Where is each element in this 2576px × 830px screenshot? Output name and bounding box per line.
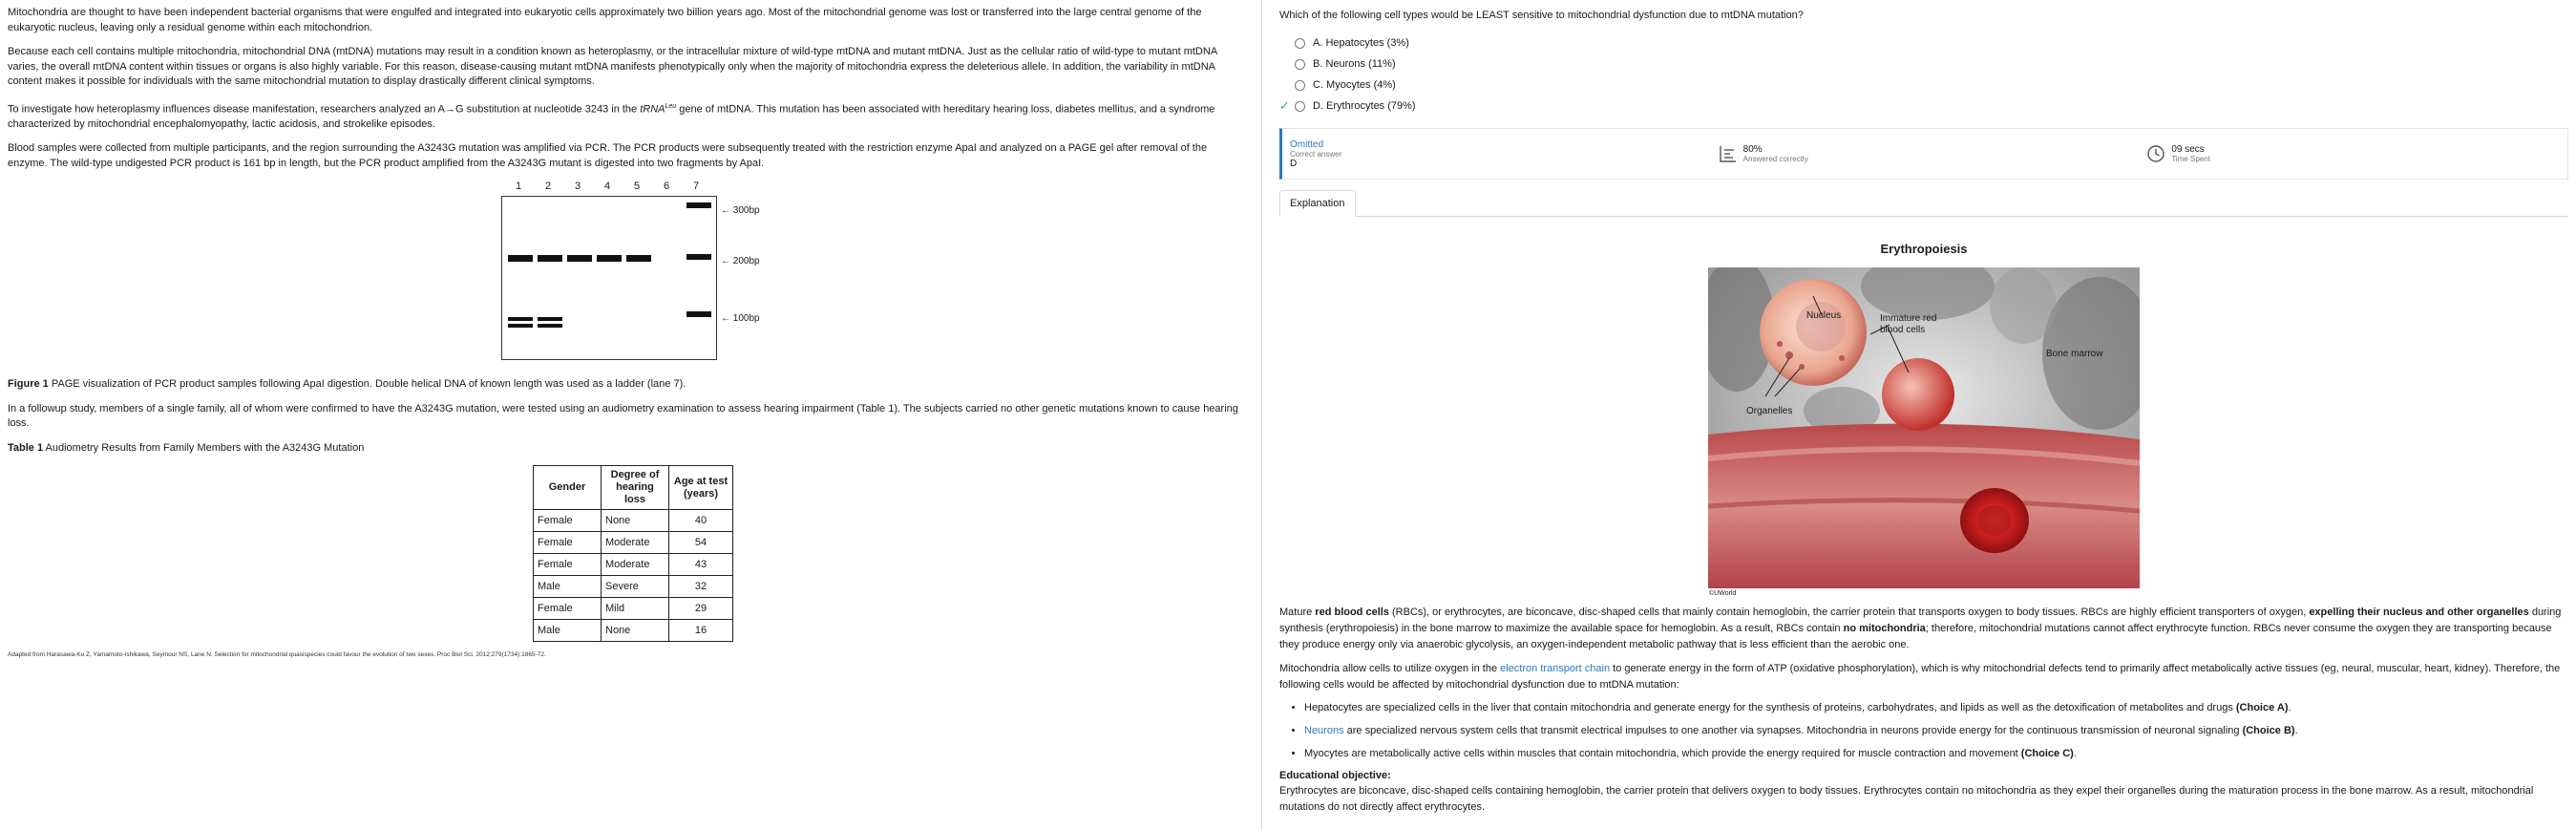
educational-objective-text: Erythrocytes are biconcave, disc-shaped cells containing hemoglobin, the carrier protein that delivers oxygen to body tissues. Erythrocytes contain no mitochondria as they expel their organelles during the maturation process in the bone marrow. As a result, mitochondrial mutations do not directly affect erythrocytes. [1279, 785, 2534, 813]
radio-icon[interactable] [1295, 59, 1305, 70]
gel-band [508, 317, 533, 321]
table-row: Female None 40 [534, 510, 733, 532]
table-row: Male None 16 [534, 620, 733, 642]
gel-box [501, 196, 717, 360]
image-credit: ©UWorld [1709, 590, 1737, 597]
marker-label: ← 200bp [721, 256, 760, 267]
passage-paragraph-2: Because each cell contains multiple mitochondria, mitochondrial DNA (mtDNA) mutations may result in a condition known as heteroplasmy, or the intracellular mixture of wild-type mtDNA and mutant mtDNA. Just as the cellular ratio of wild-type to mutant mtDNA varies, the overall mtDNA content within tissues or organs is also highly variable. For this reason, disease-causing mutant mtDNA manifests phenotypically only when the majority of mitochondria express the deleterious allele. In addition, the variability in mtDNA content makes it possible for individuals with the same mitochondrial mutation to display drastically different clinical symptoms. [8, 46, 1217, 87]
answer-choice-label: B. Neurons (11%) [1313, 58, 1396, 70]
answer-choices [1279, 32, 2568, 117]
gel-figure [501, 181, 845, 372]
explanation-paragraph-1: Mature red blood cells (RBCs), or erythrocytes, are biconcave, disc-shaped cells that mainly contain hemoglobin, the carrier protein that transports oxygen to body tissues. RBCs are highly efficient transporters of oxygen, expelling their nucleus and other organelles during synthesis (erythropoiesis) in the bone marrow to maximize the available space for hemoglobin. As a result, RBCs contain no mitochondria; therefore, mitochondrial mutations cannot affect erythrocyte function. RBCs never consume the oxygen they are transporting because they produce energy only via anaerobic glycolysis, an oxygen-independent metabolic pathway that is less efficient than the aerobic one. [1279, 607, 2562, 650]
gel-band [597, 255, 622, 262]
tab-explanation[interactable]: Explanation [1279, 190, 1356, 217]
figure-caption: Figure 1 PAGE visualization of PCR product samples following ApaI digestion. Double helical DNA of known length was used as a ladder (lane 7). [8, 378, 686, 391]
marker-label: ← 100bp [721, 313, 760, 325]
illustration-title: Erythropoiesis [1880, 242, 1968, 256]
answer-stats-bar [1279, 128, 2568, 180]
lane-number: 1 [515, 181, 522, 193]
table-row: Male Severe 32 [534, 576, 733, 598]
educational-objective-title: Educational objective: [1279, 770, 1391, 781]
passage-paragraph-5: In a followup study, members of a single family, all of whom were confirmed to have the A3243G mutation, were tested using an audiometry examination to assess hearing impairment (Table 1). The subjects carried no other genetic mutations known to cause hearing loss. [8, 402, 1238, 430]
table-header: Gender [534, 466, 602, 510]
time-spent-stat [2139, 129, 2567, 179]
bar-chart-icon [1719, 144, 1738, 163]
status-text: Omitted [1290, 138, 1324, 150]
correct-answer-label: Correct answer [1290, 149, 1342, 159]
label-immature-rbc: Immature red blood cells [1880, 313, 1937, 335]
answer-choice-b[interactable] [1295, 53, 2568, 74]
radio-icon[interactable] [1295, 80, 1305, 91]
gel-band [538, 255, 562, 262]
passage-paragraph-1: Mitochondria are thought to have been independent bacterial organisms that were engulfed and integrated into eukaryotic cells approximately two billion years ago. Most of the mitochondrial genome was lost or transferred into the large central genome of the eukaryotic nucleus, leaving only a residual genome within each mitochondrion. [8, 7, 1202, 33]
label-nucleus: Nucleus [1806, 310, 1842, 321]
percent-correct-label: Answered correctly [1742, 155, 1808, 163]
gel-band [538, 324, 562, 328]
gel-band [508, 255, 533, 262]
answer-choice-a[interactable] [1295, 32, 2568, 53]
percent-correct-value: 80% [1742, 144, 1763, 155]
electron-transport-chain-link[interactable]: electron transport chain [1500, 663, 1611, 674]
lane-numbers [501, 181, 717, 194]
explanation-tabs [1279, 189, 2568, 217]
answer-choice-c[interactable] [1295, 74, 2568, 96]
clock-icon [2146, 144, 2165, 163]
source-attribution: Adapted from Harasawa-Ku Z, Yamamoto-Ishikawa, Seymour NS, Lane N. Selection for mitochondrial quasispecies could favour the evolution of two sexes. Proc Biol Sci. 2012;279(1734):1865-72. [8, 651, 546, 659]
list-item: • Hepatocytes are specialized cells in the liver that contain mitochondria and generate energy for the synthesis of proteins, carbohydrates, and lipids as well as the detoxification of metabolites and drugs (Choice A). [1304, 701, 2568, 715]
table-row: Female Moderate 54 [534, 532, 733, 554]
neurons-link[interactable]: Neurons [1304, 725, 1344, 736]
question-pane [1279, 0, 2568, 830]
list-item: • Neurons are specialized nervous system cells that transmit electrical impulses to one another via synapses. Mitochondria in neurons provide energy for the continuous transmission of neuronal signaling (Choice B). [1304, 724, 2568, 738]
radio-icon[interactable] [1295, 38, 1305, 49]
answer-choice-label: D. Erythrocytes (79%) [1313, 100, 1416, 112]
audiometry-table [533, 465, 733, 642]
gene-name: tRNA [640, 103, 665, 116]
lane-number: 3 [574, 181, 581, 193]
erythropoiesis-illustration [1708, 267, 2140, 588]
status-stat [1282, 129, 1711, 179]
percent-correct-stat [1711, 129, 2140, 179]
lane-number: 5 [633, 181, 641, 193]
answer-choice-label: C. Myocytes (4%) [1313, 79, 1396, 91]
table-row: Female Moderate 43 [534, 554, 733, 576]
correct-check-icon: ✓ [1279, 98, 1290, 113]
answer-choice-label: A. Hepatocytes (3%) [1313, 37, 1409, 49]
ladder-band [686, 254, 711, 260]
answer-choice-d[interactable] [1279, 96, 2568, 117]
table-row: Female Mild 29 [534, 598, 733, 620]
gel-band [567, 255, 592, 262]
gel-band [508, 324, 533, 328]
lane-number: 6 [663, 181, 670, 193]
time-spent-value: 09 secs [2171, 144, 2205, 155]
ladder-band [686, 202, 711, 208]
label-organelles: Organelles [1746, 406, 1793, 416]
marker-label: ← 300bp [721, 205, 760, 217]
pane-divider[interactable] [1261, 0, 1262, 830]
distractor-explanations [1279, 701, 2568, 761]
correct-answer-value: D [1290, 158, 1298, 169]
gel-band [626, 255, 651, 262]
table-caption: Table 1 Audiometry Results from Family Members with the A3243G Mutation [8, 441, 365, 454]
list-item: • Myocytes are metabolically active cells within muscles that contain mitochondria, which provide the energy required for muscle contraction and movement (Choice C). [1304, 747, 2568, 761]
lane-number: 7 [692, 181, 700, 193]
ladder-band [686, 311, 711, 317]
passage-pane [0, 0, 1247, 830]
time-spent-label: Time Spent [2171, 155, 2210, 163]
passage-paragraph-4: Blood samples were collected from multiple participants, and the region surrounding the A3243G mutation was amplified via PCR. The PCR products were subsequently treated with the restriction enzyme ApaI and analyzed on a PAGE gel after removal of the enzyme. The wild-type undigested PCR product is 161 bp in length, but the PCR product amplified from the A3243G mutant is digested into two fragments by ApaI. [8, 142, 1208, 169]
gene-superscript: Leu [665, 102, 677, 110]
lane-number: 2 [544, 181, 552, 193]
question-stem: Which of the following cell types would be LEAST sensitive to mitochondrial dysfunction due to mtDNA mutation? [1279, 10, 1804, 21]
explanation-paragraph-2: Mitochondria allow cells to utilize oxygen in the electron transport chain to generate energy in the form of ATP (oxidative phosphorylation), which is why mitochondrial defects tend to primarily affect metabolically active tissues (eg, neural, muscular, heart, kidney). Therefore, the following cells would be affected by mitochondrial dysfunction due to mtDNA mutation: [1279, 663, 2561, 691]
passage-paragraph-3: To investigate how heteroplasmy influences disease manifestation, researchers analyzed an A→G substitution at nucleotide 3243 in the tRNA$^{Leu}$ gene of mtDNA. This mutation has been associated with hereditary hearing loss, diabetes mellitus, and a syndrome characterized by mitochondrial encephalomyopathy, lactic acidosis, and strokelike episodes. [8, 102, 1215, 130]
label-bone-marrow: Bone marrow [2046, 349, 2103, 359]
table-header: Degree of hearing loss [602, 466, 669, 510]
gel-band [538, 317, 562, 321]
radio-icon[interactable] [1295, 101, 1305, 112]
lane-number: 4 [603, 181, 611, 193]
table-header: Age at test (years) [669, 466, 733, 510]
